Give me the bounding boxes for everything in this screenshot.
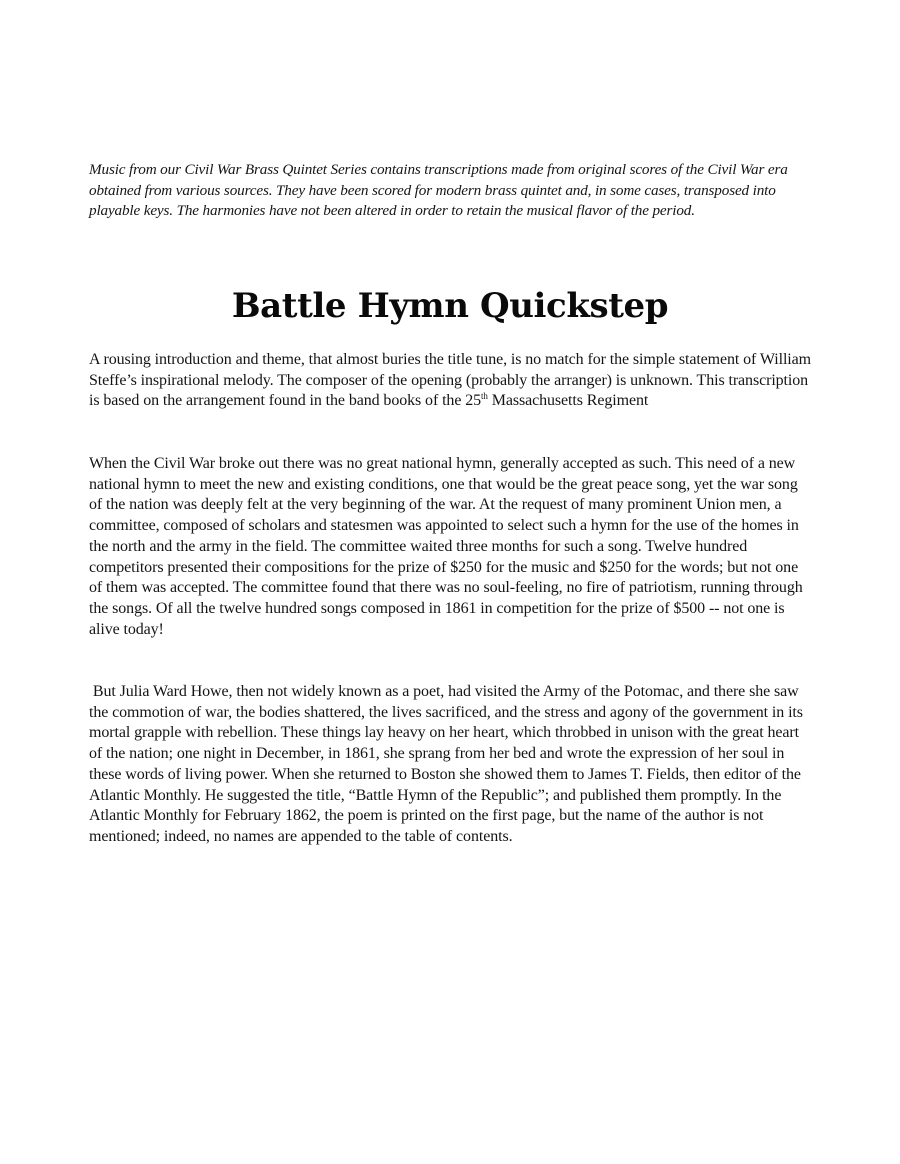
- paragraph-introduction-text: A rousing introduction and theme, that almost buries the title tune, is no match for the simple statement of William Steffe’s inspirational melody. The composer of the opening (probably the arranger) is unknown. This transcription is based on the arrangement found in the band books of the 25: [89, 351, 811, 410]
- ordinal-superscript: th: [481, 391, 488, 402]
- paragraph-julia-ward-howe: But Julia Ward Howe, then not widely known as a poet, had visited the Army of the Potomac, and there she saw the commotion of war, the bodies shattered, the lives sacrificed, and the stress and agony of the government in its mortal grapple with rebellion. These things lay heavy on her heart, which throbbed in unison with the great heart of the nation; one night in December, in 1861, she sprang from her bed and wrote the expression of her soul in these words of living power. When she returned to Boston she showed them to James T. Fields, then editor of the Atlantic Monthly. He suggested the title, “Battle Hymn of the Republic”; and published them promptly. In the Atlantic Monthly for February 1862, the poem is printed on the first page, but the name of the author is not mentioned; indeed, no names are appended to the table of contents.: [89, 683, 807, 845]
- paragraph-history: When the Civil War broke out there was no great national hymn, generally accepted as such. This need of a new national hymn to meet the new and existing conditions, one that would be the great peace song, yet the war song of the nation was deeply felt at the very beginning of the war. At the request of many prominent Union men, a committee, composed of scholars and statesmen was appointed to select such a hymn for the use of the homes in the north and the army in the field. The committee waited three months for such a song. Twelve hundred competitors presented their compositions for the prize of $250 for the music and $250 for the words; but not one of them was accepted. The committee found that there was no soul-feeling, no fire of patriotism, running through the songs. Of all the twelve hundred songs composed in 1861 in competition for the prize of $500 -- not one is alive today!: [89, 455, 803, 638]
- page-title: Battle Hymn Quickstep: [231, 286, 669, 326]
- series-intro-note: Music from our Civil War Brass Quintet Series contains transcriptions made from original scores of the Civil War era obtained from various sources. They have been scored for modern brass quintet and, in some cases, transposed into playable keys. The harmonies have not been altered in order to retain the musical flavor of the period.: [89, 161, 788, 220]
- paragraph-introduction: [89, 350, 814, 412]
- paragraph-introduction-ending: Massachusetts Regiment: [487, 392, 649, 410]
